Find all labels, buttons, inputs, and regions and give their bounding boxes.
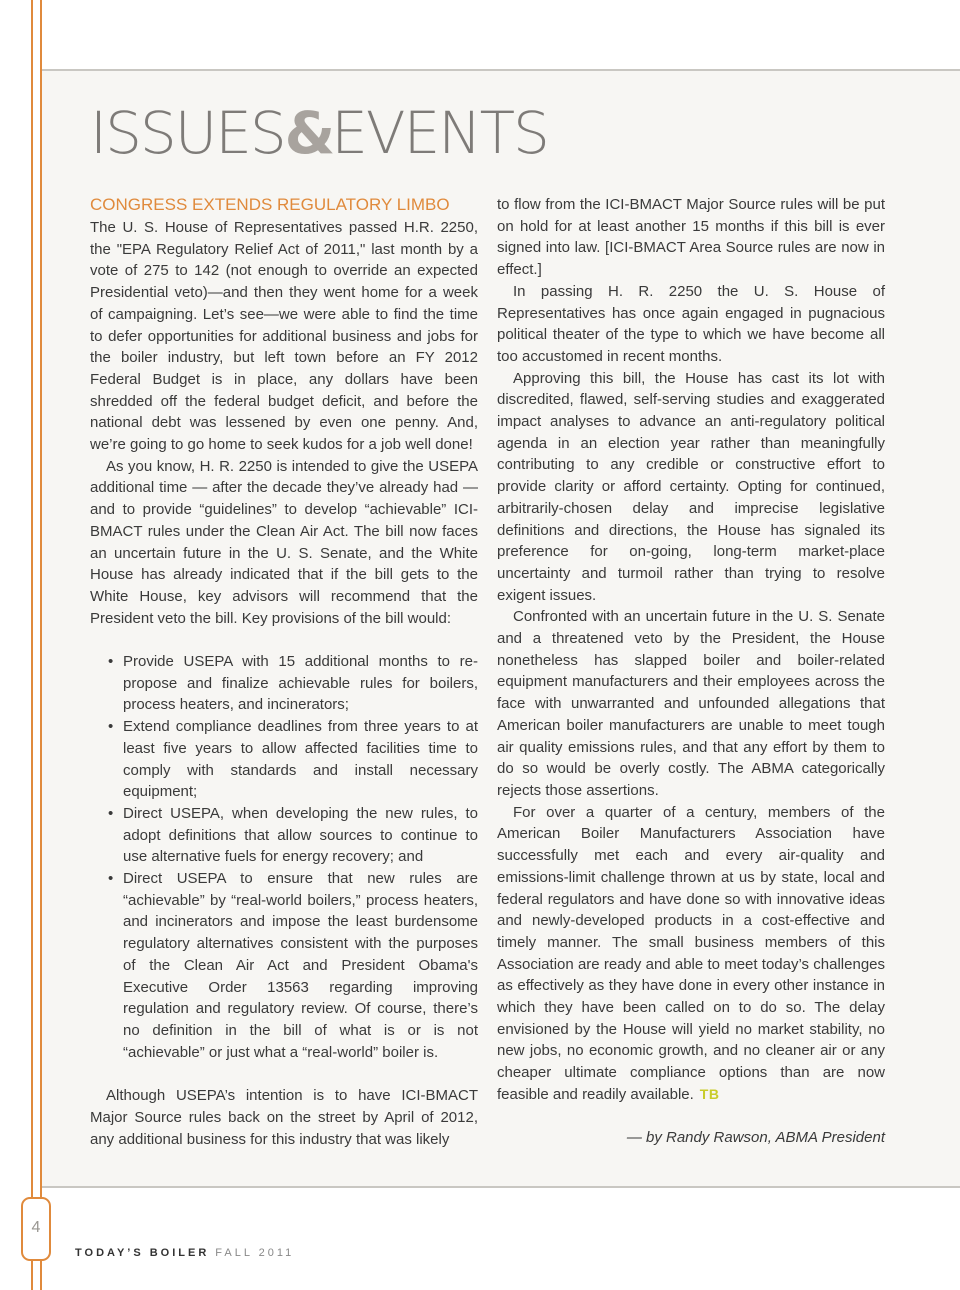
list-item — [90, 716, 478, 803]
page-number: 4 — [31, 1219, 41, 1236]
list-item-text: Direct USEPA, when developing the new rules, to adopt definitions that allow sources to continue to use alternative fuels for energy recovery; and — [123, 804, 478, 866]
bullet-icon: • — [108, 870, 114, 888]
magazine-name: TODAY’S BOILER — [75, 1247, 210, 1259]
right-column — [497, 194, 885, 1149]
footer — [75, 1247, 294, 1259]
byline: — by Randy Rawson, ABMA President — [626, 1129, 885, 1147]
list-item-text: Provide USEPA with 15 additional months to re-propose and finalize achievable rules for boilers, process heaters, and incinerators; — [123, 653, 478, 714]
issue-label: FALL 2011 — [215, 1247, 295, 1259]
bullet-icon: • — [108, 718, 114, 736]
bullet-icon: • — [108, 653, 114, 671]
section-title-events: EVENTS — [331, 99, 548, 167]
list-item — [90, 651, 478, 716]
list-item — [90, 803, 478, 868]
margin-rule-outer — [31, 0, 33, 1290]
section-title — [90, 99, 548, 167]
final-paragraph — [497, 802, 885, 1106]
section-title-ampersand: & — [284, 99, 332, 167]
paragraph: Although USEPA’s intention is to have ICI-BMACT Major Source rules back on the street by April of 2012, any additional business for this industry that was likely — [90, 1087, 478, 1148]
list-item — [90, 868, 478, 1063]
left-column — [90, 194, 478, 1150]
paragraph: to flow from the ICI-BMACT Major Source rules will be put on hold for at least another 15 months if this bill is ever signed into law. [ICI-BMACT Area Source rules are now in effect.] — [497, 196, 885, 279]
list-item-text: Extend compliance deadlines from three years to at least five years to allow affected facilities time to comply with standards and install necessary equipment; — [123, 718, 478, 801]
paragraph: As you know, H. R. 2250 is intended to give the USEPA additional time — after the decade they’ve already had — and to provide “guidelines” to develop “achievable” ICI-BMACT rules under the Clean Air Act. The bill now faces an uncertain future in the U. S. Senate, and the White House has already indicated that if the bill gets to the White House, key advisors will recommend that the President veto the bill. Key provisions of the bill would: — [90, 457, 478, 627]
paragraph: Confronted with an uncertain future in the U. S. Senate and a threatened veto by the President, the House nonetheless has slapped boiler and boiler-related equipment manufacturers and their employees across the face with unwarranted and unfounded allegations that American boiler manufacturers are unable to meet tough air quality emissions rules, and that any effort by them to do so would be overly costly. The ABMA categorically rejects those assertions. — [497, 608, 885, 799]
provisions-list — [90, 651, 478, 1063]
list-item-text: Direct USEPA to ensure that new rules are “achievable” by “real-world boilers,” process heaters, and incinerators and impose the least burdensome regulatory alternatives consistent with the purposes of the Clean Air Act and President Obama's Executive Order 13563 regarding improving regulation and regulatory review. Of course, there’s no definition in the bill of what is or is not “achievable” or just what a “real-world” boiler is. — [123, 870, 478, 1061]
article-headline: CONGRESS EXTENDS REGULATORY LIMBO — [90, 195, 450, 214]
end-mark: TB — [699, 1085, 720, 1102]
bullet-icon: • — [108, 804, 114, 822]
paragraph: In passing H. R. 2250 the U. S. House of Representatives has once again engaged in pugnacious political theater of the type to which we have become all too accustomed in recent months. — [497, 282, 885, 365]
paragraph: The U. S. House of Representatives passed H.R. 2250, the "EPA Regulatory Relief Act of 2011," last month by a vote of 275 to 142 (not enough to override an expected Presidential veto)—and then they went home for a week of campaigning. Let’s see—we were able to find the time to defer opportunities for additional business and jobs for the boiler industry, but left town before an FY 2012 Federal Budget is in place, any dollars have been shredded off the federal budget deficit, and before the national debt was lessened by even one penny. And, we’re going to go home to seek kudos for a job well done! — [90, 219, 478, 454]
final-paragraph-text: For over a quarter of a century, members of the American Boiler Manufacturers Association have successfully met each and every air-quality and emissions-limit challenge thrown at us by state, local and federal regulators and have done so with innovative ideas and newly-developed products in a cost-effective and timely manner. The small business members of this Association are ready and able to meet today’s challenges as effectively as they have done in every other instance in which they have been called on to do so. The delay envisioned by the House will yield no market stability, no new jobs, no economic growth, and no cleaner air or any cheaper ultimate compliance options than are now feasible and readily available. — [497, 803, 885, 1103]
section-title-issues: ISSUES — [90, 99, 285, 167]
paragraph: Approving this bill, the House has cast its lot with discredited, flawed, self-serving studies and exaggerated impact analyses to advance an anti-regulatory political agenda in an election year rather than meaningfully contributing to any credible or constructive effort to provide clarity or afford certainty. Opting for continued, arbitrarily-chosen delay and imprecise legislative definitions and directions, the House has signaled its preference for on-going, long-term market-place uncertainty and turmoil rather than trying to resolve exigent issues. — [497, 369, 885, 604]
